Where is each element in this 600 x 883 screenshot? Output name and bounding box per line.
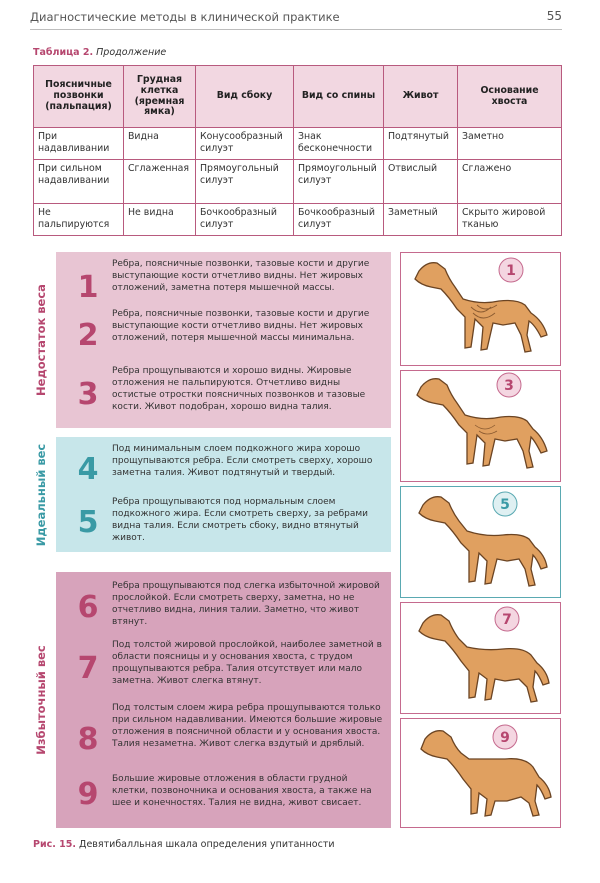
score-description: Под толстой жировой прослойкой, наиболее заметной в области поясницы и у основания хвоста, с трудом прощупываются ребра. Талия отсутствует или мало заметна. Живот слегка втянут. — [112, 640, 382, 686]
dog-panel-1 — [400, 252, 561, 366]
table-cell: Не пальпируются — [34, 204, 124, 236]
score-badge-label: 7 — [502, 612, 512, 628]
score-number: 6 — [77, 590, 99, 625]
table-cell: Не видна — [124, 204, 196, 236]
score-number: 7 — [77, 651, 99, 686]
score-badge-label: 3 — [504, 378, 514, 394]
overweight-label-text: Избыточный вес — [34, 645, 48, 755]
score-number: 8 — [77, 722, 99, 757]
table-cell: Видна — [124, 128, 196, 160]
page-number: 55 — [546, 9, 562, 23]
score-description: Ребра прощупываются и хорошо видны. Жировые отложения не пальпируются. Отчетливо видны остистые отростки поясничных позвонков и тазовые кости. Живот подобран, хорошо видна талия. — [112, 366, 366, 412]
table-header-row — [34, 66, 562, 128]
table-cell: Отвислый — [384, 160, 458, 204]
table-cell: Заметно — [458, 128, 562, 160]
score-description: Ребра, поясничные позвонки, тазовые кости и другие выступающие кости отчетливо видны. Нет жировых отложений, заметна потеря мышечной массы. — [112, 259, 370, 293]
table-cell: Сглаженная — [124, 160, 196, 204]
score-badge-label: 5 — [500, 497, 510, 513]
dog-silhouette — [417, 379, 547, 468]
dog-panel-9 — [400, 718, 561, 828]
dog-silhouette — [419, 497, 547, 586]
table-cell: Скрыто жировой тканью — [458, 204, 562, 236]
table-cell: Знак бесконечности — [294, 128, 384, 160]
score-description: Большие жировые отложения в области грудной клетки, позвоночника и основания хвоста, а также на шее и конечностях. Талия не видна, живот свисает. — [112, 774, 372, 808]
table-cell: Заметный — [384, 204, 458, 236]
running-header-title: Диагностические методы в клинической практике — [30, 10, 340, 24]
underweight-label-text: Недостаток веса — [34, 284, 49, 396]
table-header-cell: Основание хвоста — [458, 66, 562, 128]
ideal-weight-label — [31, 437, 51, 552]
table-row — [34, 160, 562, 204]
table-cell: Бочкообразный силуэт — [294, 204, 384, 236]
table-cell: Прямоугольный силуэт — [294, 160, 384, 204]
score-description: Ребра прощупываются под слегка избыточной жировой прослойкой. Если смотреть сверху, заметна, но не отчетливо видна, линия талии. Заметно, что живот втянут. — [112, 581, 380, 627]
ideal-weight-label-text: Идеальный вес — [34, 443, 48, 546]
underweight-label — [31, 252, 51, 428]
table-row — [34, 128, 562, 160]
running-header — [30, 8, 562, 30]
score-number: 5 — [77, 505, 99, 540]
table-cell: Прямоугольный силуэт — [196, 160, 294, 204]
score-badge-label: 9 — [500, 730, 510, 746]
score-number: 1 — [77, 270, 99, 305]
table-cell: Конусообразный силуэт — [196, 128, 294, 160]
table-row — [34, 204, 562, 236]
score-description: Ребра прощупываются под нормальным слоем подкожного жира. Если смотреть сверху, за ребрами видна талия. Если смотреть сбоку, видно втянутый живот. — [112, 497, 369, 543]
table-cell: При надавливании — [34, 128, 124, 160]
table-header-cell: Грудная клетка (яремная ямка) — [124, 66, 196, 128]
dog-silhouette — [419, 615, 549, 702]
table-cell: Сглажено — [458, 160, 562, 204]
table-header-cell: Живот — [384, 66, 458, 128]
table-caption-text: Продолжение — [96, 47, 167, 58]
table-cell: При сильном надавливании — [34, 160, 124, 204]
score-number: 3 — [77, 377, 99, 412]
score-number: 4 — [77, 452, 99, 487]
dog-panel-3 — [400, 370, 561, 482]
score-number: 9 — [77, 777, 99, 812]
dog-panel-7 — [400, 602, 561, 714]
dog-silhouette — [415, 263, 547, 352]
table-caption-label: Таблица 2. — [33, 47, 94, 58]
overweight-label — [31, 572, 51, 828]
table-caption — [33, 47, 166, 58]
dog-panel-5 — [400, 486, 561, 598]
table-cell: Подтянутый — [384, 128, 458, 160]
dog-silhouette — [421, 731, 551, 816]
score-description: Ребра, поясничные позвонки, тазовые кости и другие выступающие кости отчетливо видны. Нет жировых отложений, потеря мышечной массы минимальна. — [112, 309, 370, 343]
table-cell: Бочкообразный силуэт — [196, 204, 294, 236]
table-header-cell: Поясничные позвонки (пальпация) — [34, 66, 124, 128]
condition-table — [33, 65, 562, 236]
table-header-cell: Вид со спины — [294, 66, 384, 128]
score-description: Под минимальным слоем подкожного жира хорошо прощупываются ребра. Если смотреть сверху, хорошо заметна талия. Живот подтянутый и твердый. — [112, 444, 373, 478]
figure-caption-label: Рис. 15. — [33, 839, 76, 850]
score-number: 2 — [77, 318, 99, 353]
figure-caption-text: Девятибалльная шкала определения упитанности — [79, 839, 335, 850]
figure-caption — [33, 839, 335, 850]
score-badge-label: 1 — [506, 263, 516, 279]
score-description: Под толстым слоем жира ребра прощупываются только при сильном надавливании. Имеются большие жировые отложения в поясничной области и у основания хвоста. Талия незаметна. Живот слегка вздутый и дряблый. — [112, 703, 383, 749]
table-header-cell: Вид сбоку — [196, 66, 294, 128]
